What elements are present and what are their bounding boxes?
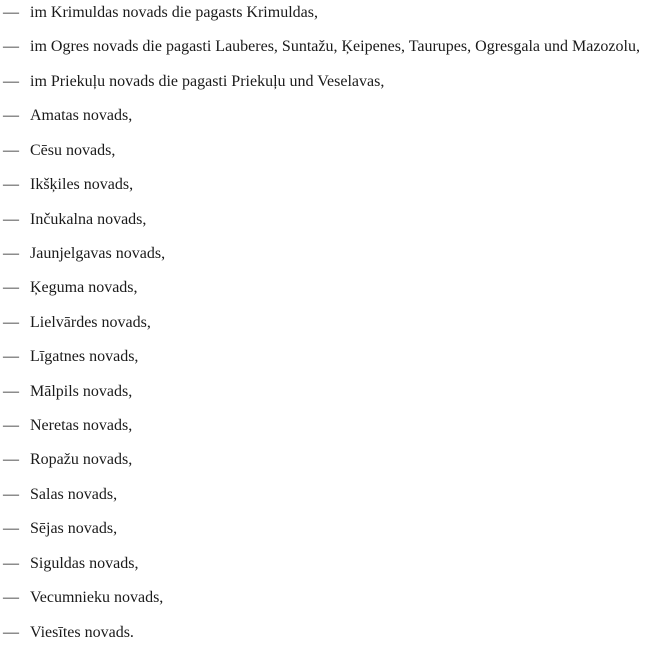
list-item [3,30,652,64]
list-item [3,375,652,409]
list-item [3,134,652,168]
list-item-text: im Priekuļu novads die pagasti Priekuļu und Veselavas, [30,72,385,90]
dash-bullet: — [3,520,19,538]
dash-bullet: — [3,382,19,400]
list-item [3,340,652,374]
dash-bullet: — [3,210,19,228]
list-item-text: Inčukalna novads, [30,210,147,228]
list-item [3,203,652,237]
dash-bullet: — [3,313,19,331]
dash-bullet: — [3,623,19,641]
list-item [3,65,652,99]
dash-bullet: — [3,485,19,503]
dash-bullet: — [3,72,19,90]
list-item-text: Mālpils novads, [30,382,133,400]
list-item [3,478,652,512]
dash-bullet: — [3,348,19,366]
list-item-text: Amatas novads, [30,107,133,125]
list-item [3,99,652,133]
list-item [3,512,652,546]
list-item [3,443,652,477]
dash-bullet: — [3,244,19,262]
list-item-text: Ķeguma novads, [30,279,138,297]
list-item-text: Vecumnieku novads, [30,589,164,607]
list-item [3,581,652,615]
dash-bullet: — [3,176,19,194]
list-item [3,306,652,340]
dash-bullet: — [3,589,19,607]
list-item-text: im Ogres novads die pagasti Lauberes, Suntažu, Ķeipenes, Taurupes, Ogresgala und Mazozolu, [30,38,640,56]
list-item-text: im Krimuldas novads die pagasts Krimuldas, [30,4,318,21]
dash-bullet: — [3,279,19,297]
dash-bullet: — [3,417,19,435]
list-item [3,237,652,271]
list-item [3,0,652,30]
list-item-text: Sējas novads, [30,520,118,538]
dash-bullet: — [3,554,19,572]
list-item-text: Neretas novads, [30,417,133,435]
list-item-text: Jaunjelgavas novads, [30,244,166,262]
dash-bullet: — [3,38,19,56]
list-item-text: Cēsu novads, [30,141,116,159]
list-item-text: Līgatnes novads, [30,348,139,366]
dash-bullet: — [3,4,19,21]
list-item-text: Ropažu novads, [30,451,133,469]
dash-bullet: — [3,141,19,159]
list-item-text: Salas novads, [30,485,118,503]
dash-bullet: — [3,451,19,469]
list-item-text: Siguldas novads, [30,554,139,572]
list-item [3,409,652,443]
list-item [3,271,652,305]
list-item [3,168,652,202]
dash-bullet: — [3,107,19,125]
list-item-text: Ikšķiles novads, [30,176,134,194]
list-item-text: Viesītes novads. [30,623,134,641]
list-item [3,547,652,581]
list-item-text: Lielvārdes novads, [30,313,151,331]
